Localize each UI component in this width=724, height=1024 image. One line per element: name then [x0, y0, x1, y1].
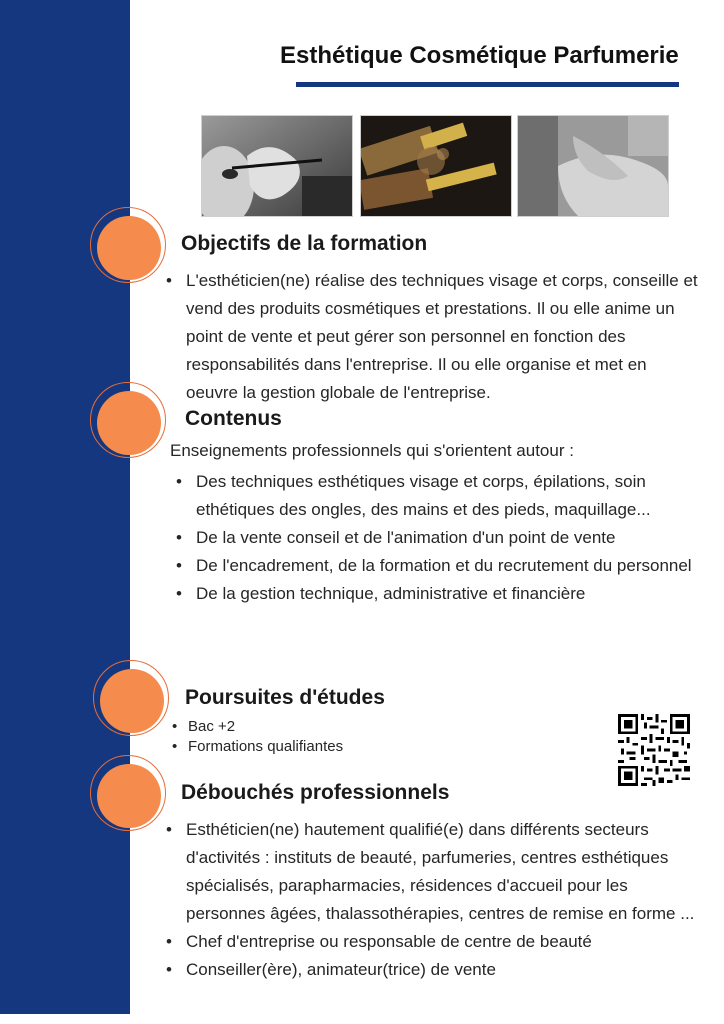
section-heading-contenus: Contenus [185, 407, 282, 430]
section-heading-debouches: Débouchés professionnels [181, 781, 450, 804]
brushes-powder-photo [360, 115, 512, 217]
hand-massage-photo [517, 115, 669, 217]
list-item: • De l'encadrement, de la formation et du recrutement du personnel [174, 552, 699, 580]
list-item: • De la gestion technique, administrative et financière [174, 580, 699, 608]
qr-code-icon [618, 714, 690, 786]
list-item: • Esthéticien(ne) hautement qualifié(e) dans différents secteurs d'activités : instituts de beauté, parfumeries, centres esthétiques spécialisés, parapharmacies, résidences d'accueil pour les personnes âgées, thalassothérapies, centres de remise en forme ... [164, 816, 704, 928]
list-item: • Des techniques esthétiques visage et corps, épilations, soin ethétiques des ongles, des mains et des pieds, maquillage... [174, 468, 699, 524]
debouches-list [164, 816, 704, 984]
section-bullet-circle [90, 755, 166, 831]
list-item: • Conseiller(ère), animateur(trice) de vente [164, 956, 704, 984]
list-item: • De la vente conseil et de l'animation d'un point de vente [174, 524, 699, 552]
section-bullet-circle [93, 660, 169, 736]
makeup-brush-photo [201, 115, 353, 217]
contenus-list [174, 468, 699, 608]
section-heading-poursuites: Poursuites d'études [185, 686, 385, 709]
page-title: Esthétique Cosmétique Parfumerie [280, 42, 679, 69]
title-underline [296, 82, 679, 87]
contenus-intro: Enseignements professionnels qui s'orientent autour : [170, 441, 574, 460]
list-item: • Formations qualifiantes [170, 737, 470, 757]
section-bullet-circle [90, 382, 166, 458]
list-item: • L'esthéticien(ne) réalise des techniques visage et corps, conseille et vend des produits cosmétiques et prestations. Il ou elle anime un point de vente et peut gérer son personnel en fonction des responsabilités dans l'entreprise. Il ou elle organise et met en oeuvre la gestion globale de l'entreprise. [164, 267, 699, 407]
poursuites-list [170, 717, 470, 757]
list-item: • Bac +2 [170, 717, 470, 737]
section-bullet-circle [90, 207, 166, 283]
objectifs-list [164, 267, 699, 407]
list-item: • Chef d'entreprise ou responsable de centre de beauté [164, 928, 704, 956]
section-heading-objectifs: Objectifs de la formation [181, 232, 428, 255]
sidebar-band [0, 0, 130, 1014]
